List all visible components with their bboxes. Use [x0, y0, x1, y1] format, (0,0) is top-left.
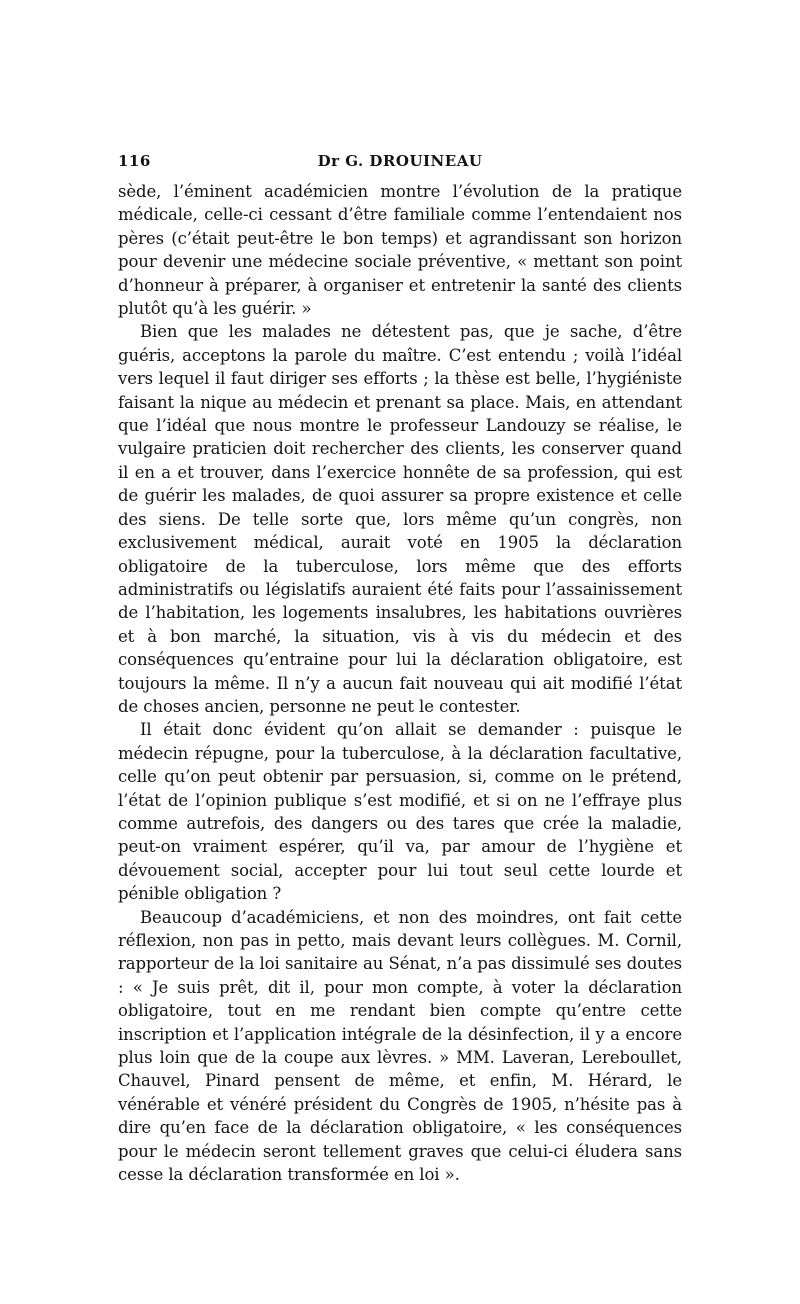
paragraph-continuation: sède, l’éminent académicien montre l’évolution de la pratique médicale, celle-ci cessant d’être familiale comme l’entendaient nos pères (c’était peut-être le bon temps) et agrandissant son horizon pour devenir une médecine sociale préventive, « mettant son point d’honneur à préparer, à organiser et entretenir la santé des clients plutôt qu’à les guérir. » — [118, 182, 682, 319]
page-header — [118, 152, 682, 180]
paragraph: Il était donc évident qu’on allait se demander : puisque le médecin répugne, pour la tuberculose, à la déclaration facultative, celle qu’on peut obtenir par persuasion, si, comme on le prétend, l’état de l’opinion publique s’est modifié, et si on ne l’effraye plus comme autrefois, des dangers ou des tares que crée la maladie, peut-on vraiment espérer, qu’il va, par amour de l’hygiène et dévouement social, accepter pour lui tout seul cette lourde et pénible obligation ? — [118, 720, 682, 904]
body-text — [118, 180, 682, 1186]
book-page — [118, 152, 682, 1186]
running-title: Dr G. DROUINEAU — [317, 152, 483, 170]
paragraph: Beaucoup d’académiciens, et non des moindres, ont fait cette réflexion, non pas in petto, mais devant leurs collègues. M. Cornil, rapporteur de la loi sanitaire au Sénat, n’a pas dissimulé ses doutes : « Je suis prêt, dit il, pour mon compte, à voter la déclaration obligatoire, tout en me rendant bien compte qu’entre cette inscription et l’application intégrale de la désinfection, il y a encore plus loin que de la coupe aux lèvres. » MM. Laveran, Lereboullet, Chauvel, Pinard pensent de même, et enfin, M. Hérard, le vénérable et vénéré président du Congrès de 1905, n’hésite pas à dire qu’en face de la déclaration obligatoire, « les conséquences pour le médecin seront tellement graves que celui-ci éludera sans cesse la déclaration transformée en loi ». — [118, 907, 682, 1185]
page-number: 116 — [118, 152, 151, 170]
paragraph: Bien que les malades ne détestent pas, que je sache, d’être guéris, acceptons la parole du maître. C’est entendu ; voilà l’idéal vers lequel il faut diriger ses efforts ; la thèse est belle, l’hygiéniste faisant la nique au médecin et prenant sa place. Mais, en attendant que l’idéal que nous montre le professeur Landouzy se réalise, le vulgaire praticien doit rechercher des clients, les conserver quand il en a et trouver, dans l’exercice honnête de sa profession, qui est de guérir les malades, de quoi assurer sa propre existence et celle des siens. De telle sorte que, lors même qu’un congrès, non exclusivement médical, aurait voté en 1905 la déclaration obligatoire de la tuberculose, lors même que des efforts administratifs ou législatifs auraient été faits pour l’assainissement de l’habitation, les logements insalubres, les habitations ouvrières et à bon marché, la situation, vis à vis du médecin et des conséquences qu’entraine pour lui la déclaration obligatoire, est toujours la même. Il n’y a aucun fait nouveau qui ait modifié l’état de choses ancien, personne ne peut le contester. — [118, 322, 682, 716]
